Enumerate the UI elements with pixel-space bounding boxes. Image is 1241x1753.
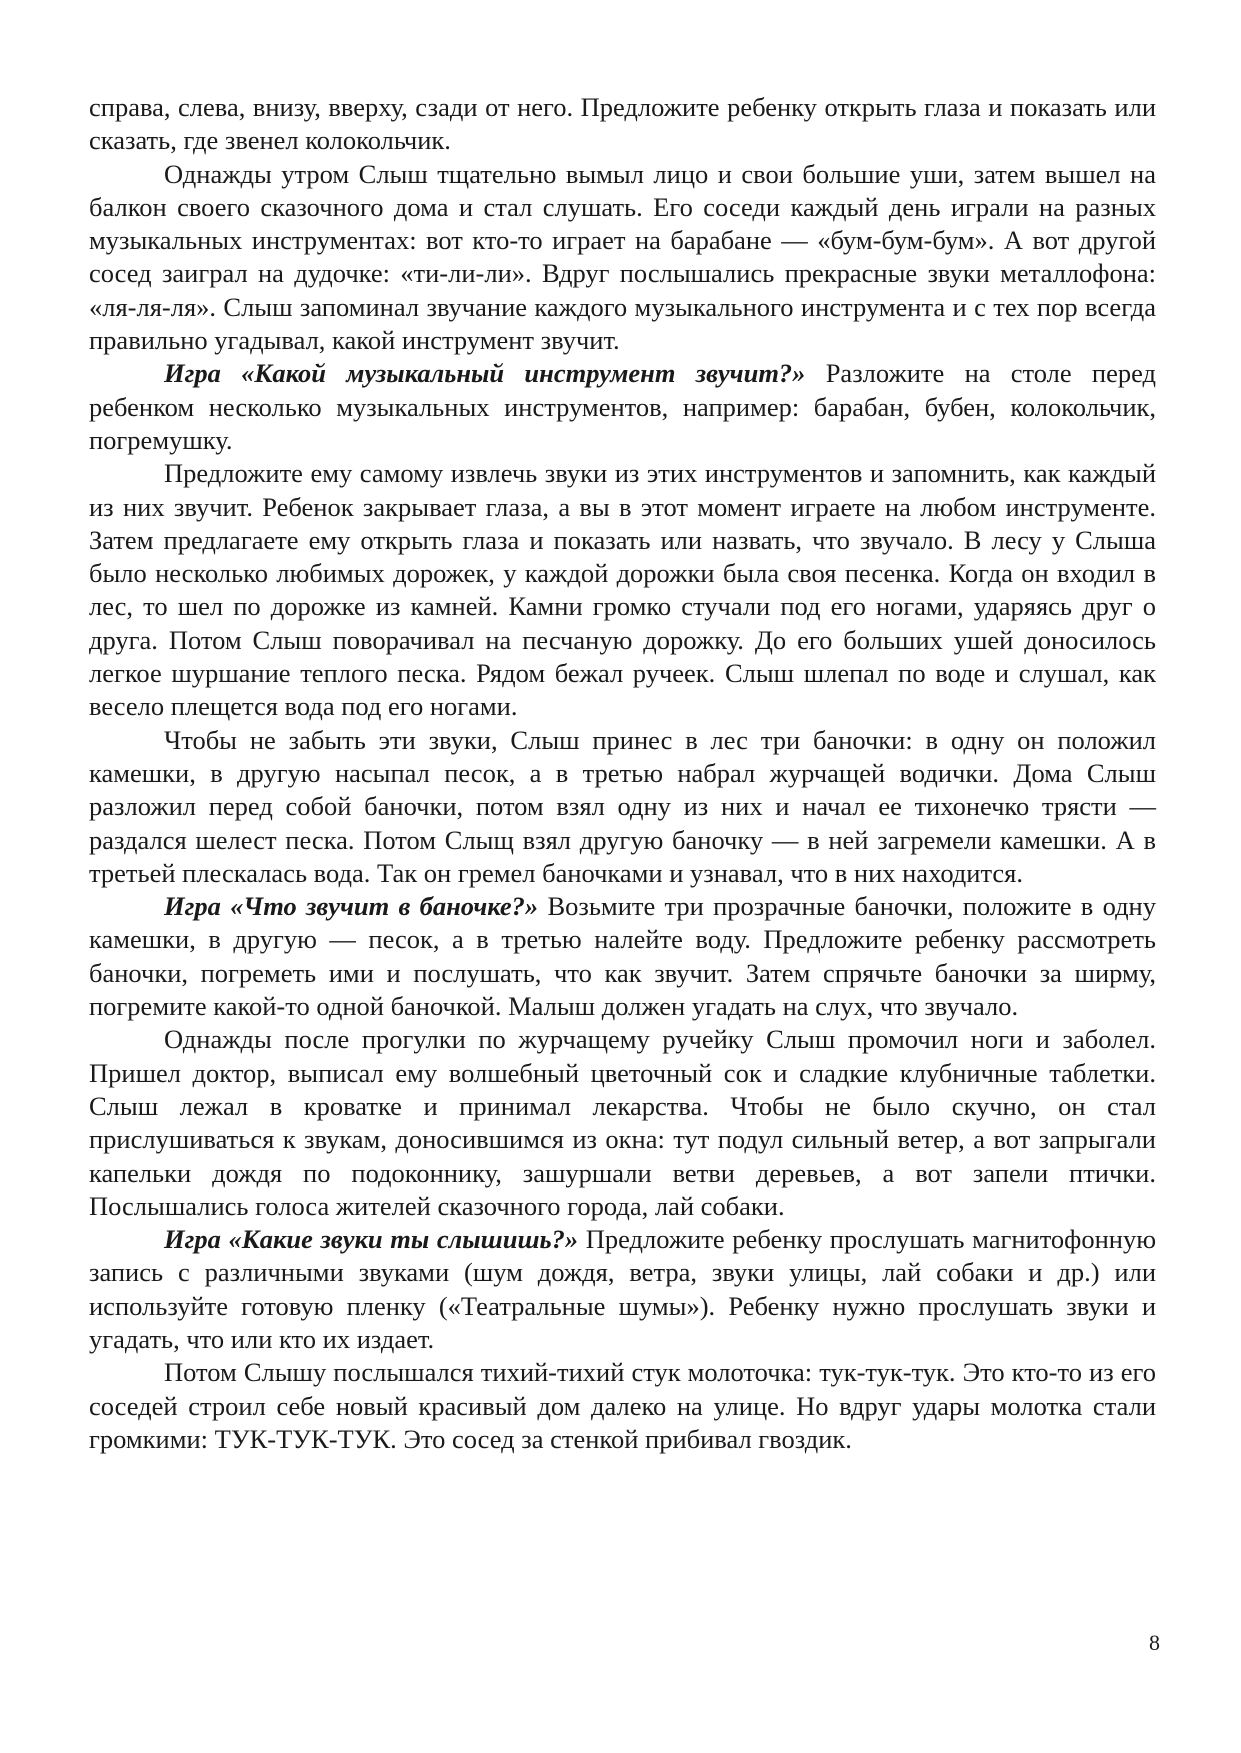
paragraph [89,890,1156,1023]
paragraph-text: Однажды после прогулки по журчащему ручейку Слыш промочил ноги и заболел. Пришел доктор, выписал ему волшебный цветочный сок и сладкие клубничные таблетки. Слыш лежал в кроватке и принимал лекарства. Чтобы не было скучно, он стал прислушиваться к звукам, доносившимся из окна: тут подул сильный ветер, а вот запрыгали капельки дождя по подоконнику, зашуршали ветви деревьев, а вот запели птички. Послышались голоса жителей сказочного города, лай собаки. [89,1024,1156,1221]
page-number: 8 [1149,1630,1160,1655]
game-title: Игра «Какие звуки ты слышишь?» [164,1224,579,1255]
paragraph-text: Потом Слышу послышался тихий-тихий стук молоточка: тук-тук-тук. Это кто-то из его соседей строил себе новый красивый дом далеко на улице. Но вдруг удары молотка стали громкими: ТУК-ТУК-ТУК. Это сосед за стенкой прибивал гвоздик. [89,1357,1156,1454]
paragraph-text: Чтобы не забыть эти звуки, Слыш принес в лес три баночки: в одну он положил камешки, в другую насыпал песок, а в третью набрал журчащей водички. Дома Слыш разложил перед собой баночки, потом взял одну из них и начал ее тихонечко трясти — раздался шелест песка. Потом Слыщ взял другую баночку — в ней загремели камешки. А в третьей плескалась вода. Так он гремел баночками и узнавал, что в них находится. [89,724,1156,888]
game-title: Игра «Какой музыкальный инструмент звучит?» [164,358,806,389]
paragraph [89,1023,1156,1223]
paragraph [89,357,1156,457]
paragraph [89,91,1156,158]
paragraph-text: Возьмите три прозрачные баночки, положите в одну камешки, в другую — песок, а в третью налейте воду. Предложите ребенку рассмотреть баночки, погреметь ими и послушать, что как звучит. Затем спрячьте баночки за ширму, погремите какой-то одной баночкой. Малыш должен угадать на слух, что звучало. [89,891,1156,1022]
paragraph-text: Разложите на столе перед ребенком несколько музыкальных инструментов, например: барабан, бубен, колокольчик, погремушку. [89,358,1156,455]
paragraph [89,457,1156,723]
paragraph-text: справа, слева, внизу, вверху, сзади от него. Предложите ребенку открыть глаза и показать или сказать, где звенел колокольчик. [89,92,1156,156]
paragraph-text: Предложите ребенку прослушать магнитофонную запись с различными звуками (шум дождя, ветра, звуки улицы, лай собаки и др.) или используйте готовую пленку («Театральные шумы»). Ребенку нужно прослушать звуки и угадать, что или кто их издает. [89,1224,1157,1354]
paragraph [89,1223,1156,1356]
paragraph [89,1356,1156,1456]
paragraph [89,724,1156,890]
paragraph [89,158,1156,358]
game-title: Игра «Что звучит в баночке?» [164,891,539,922]
paragraph-text: Предложите ему самому извлечь звуки из этих инструментов и запомнить, как каждый из них звучит. Ребенок закрывает глаза, а вы в этот момент играете на любом инструменте. Затем предлагаете ему открыть глаза и показать или назвать, что звучало. В лесу у Слыша было несколько любимых дорожек, у каждой дорожки была своя песенка. Когда он входил в лес, то шел по дорожке из камней. Камни громко стучали под его ногами, ударяясь друг о друга. Потом Слыш поворачивал на песчаную дорожку. До его больших ушей доносилось легкое шуршание теплого песка. Рядом бежал ручеек. Слыш шлепал по воде и слушал, как весело плещется вода под его ногами. [89,458,1156,722]
body-text [89,91,1156,1456]
paragraph-text: Однажды утром Слыш тщательно вымыл лицо и свои большие уши, затем вышел на балкон своего сказочного дома и стал слушать. Его соседи каждый день играли на разных музыкальных инструментах: вот кто-то играет на барабане — «бум-бум-бум». А вот другой сосед заиграл на дудочке: «ти-ли-ли». Вдруг послышались прекрасные звуки металлофона: «ля-ля-ля». Слыш запоминал звучание каждого музыкального инструмента и с тех пор всегда правильно угадывал, какой инструмент звучит. [89,158,1156,356]
